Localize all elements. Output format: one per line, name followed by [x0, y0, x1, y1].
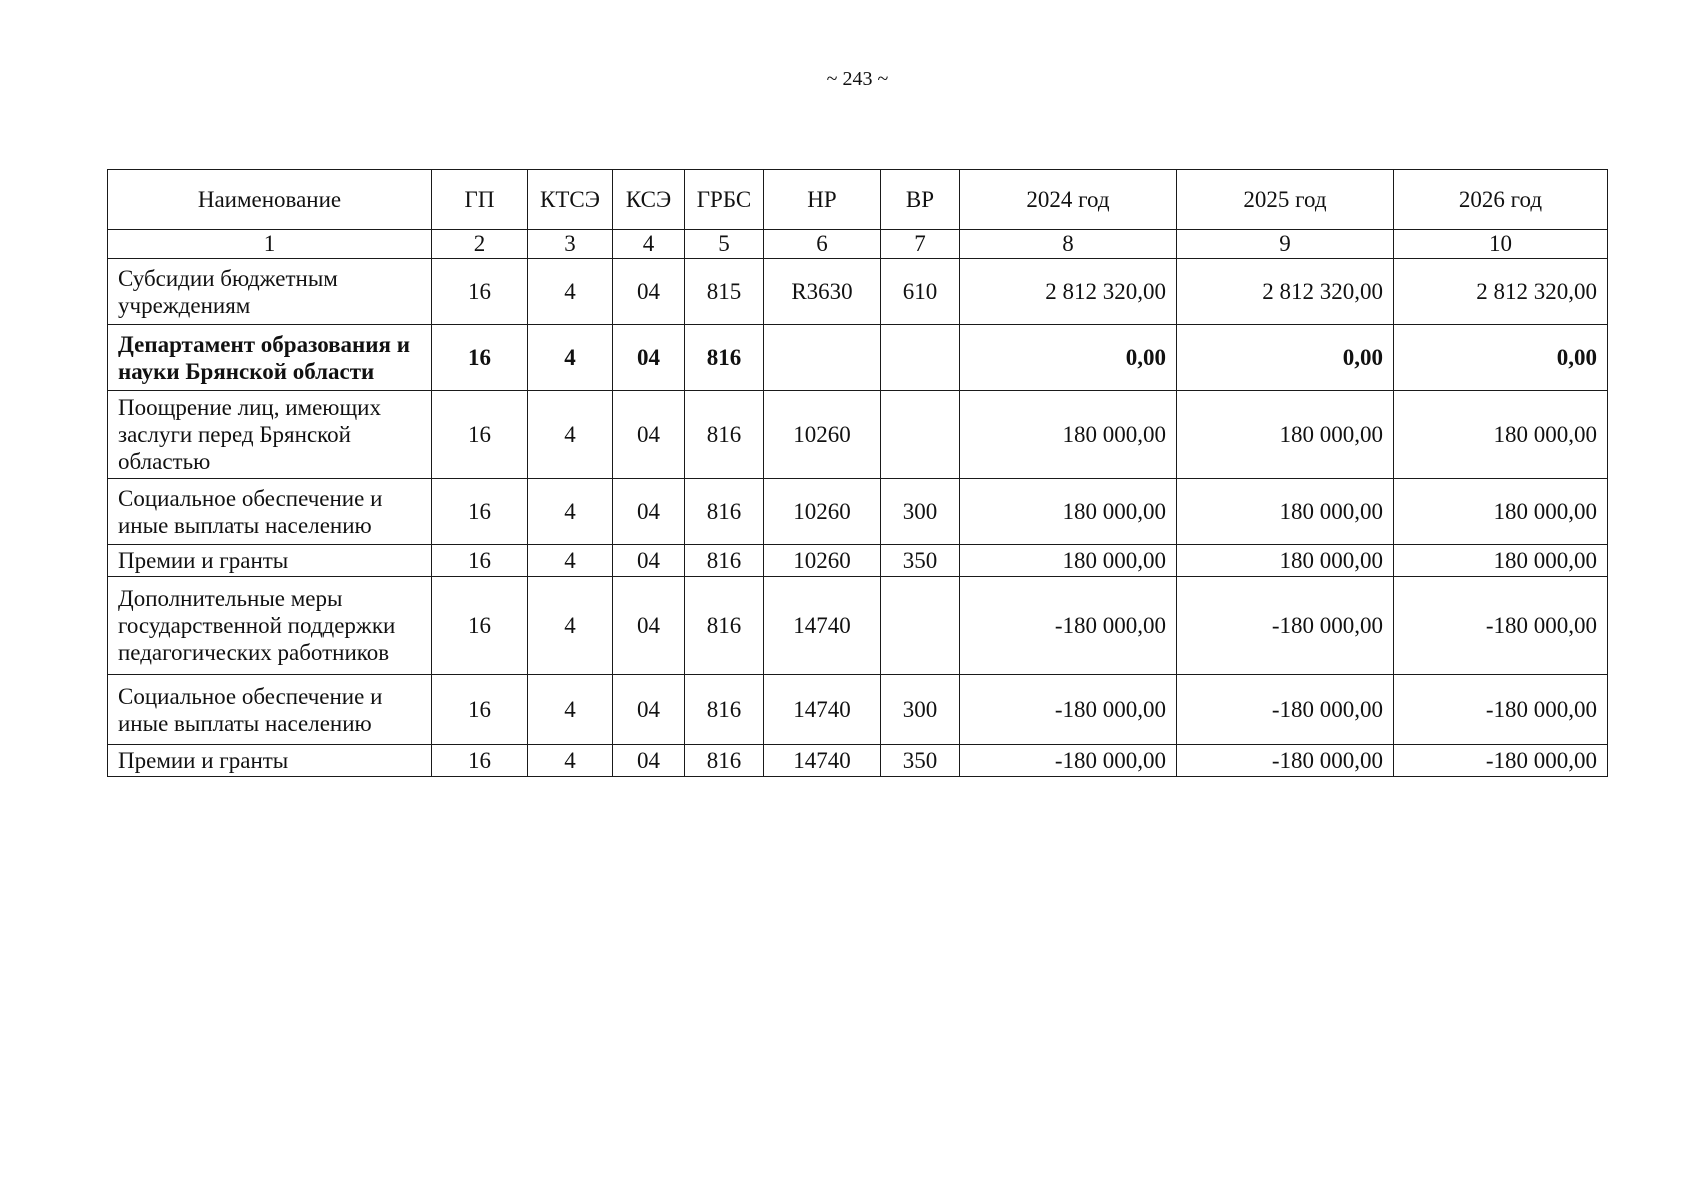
header-2024: 2024 год — [960, 170, 1177, 230]
cell-2025: 0,00 — [1177, 325, 1394, 391]
row-name: Департамент образования и науки Брянской области — [108, 325, 432, 391]
column-number: 7 — [881, 230, 960, 259]
cell-2026: -180 000,00 — [1394, 577, 1608, 675]
cell-grbs: 816 — [685, 325, 764, 391]
cell-2025: -180 000,00 — [1177, 745, 1394, 777]
column-number: 9 — [1177, 230, 1394, 259]
column-number-row — [108, 230, 1608, 259]
cell-grbs: 816 — [685, 675, 764, 745]
cell-ktse: 4 — [528, 577, 613, 675]
cell-nr: 10260 — [764, 545, 881, 577]
column-number: 2 — [432, 230, 528, 259]
cell-kse: 04 — [613, 391, 685, 479]
cell-gp: 16 — [432, 479, 528, 545]
table-row — [108, 577, 1608, 675]
cell-kse: 04 — [613, 479, 685, 545]
cell-nr: 14740 — [764, 745, 881, 777]
cell-grbs: 815 — [685, 259, 764, 325]
cell-2026: 0,00 — [1394, 325, 1608, 391]
column-number: 10 — [1394, 230, 1608, 259]
cell-2026: 180 000,00 — [1394, 545, 1608, 577]
cell-vr — [881, 577, 960, 675]
cell-gp: 16 — [432, 259, 528, 325]
row-name: Дополнительные меры государственной поддержки педагогических работников — [108, 577, 432, 675]
cell-2024: 180 000,00 — [960, 545, 1177, 577]
header-2025: 2025 год — [1177, 170, 1394, 230]
header-gp: ГП — [432, 170, 528, 230]
cell-gp: 16 — [432, 577, 528, 675]
cell-kse: 04 — [613, 259, 685, 325]
cell-kse: 04 — [613, 577, 685, 675]
cell-2025: 180 000,00 — [1177, 391, 1394, 479]
column-number: 6 — [764, 230, 881, 259]
cell-2026: 180 000,00 — [1394, 479, 1608, 545]
cell-kse: 04 — [613, 545, 685, 577]
cell-vr: 350 — [881, 545, 960, 577]
cell-nr: 10260 — [764, 391, 881, 479]
cell-2026: 2 812 320,00 — [1394, 259, 1608, 325]
column-number: 5 — [685, 230, 764, 259]
column-number: 1 — [108, 230, 432, 259]
table-row — [108, 745, 1608, 777]
cell-2026: -180 000,00 — [1394, 745, 1608, 777]
cell-ktse: 4 — [528, 675, 613, 745]
cell-vr: 610 — [881, 259, 960, 325]
cell-2024: -180 000,00 — [960, 675, 1177, 745]
column-number: 4 — [613, 230, 685, 259]
cell-2026: 180 000,00 — [1394, 391, 1608, 479]
header-nr: НР — [764, 170, 881, 230]
table-row — [108, 325, 1608, 391]
table-row — [108, 259, 1608, 325]
column-number: 3 — [528, 230, 613, 259]
cell-2025: 180 000,00 — [1177, 479, 1394, 545]
cell-grbs: 816 — [685, 545, 764, 577]
header-vr: ВР — [881, 170, 960, 230]
cell-2024: -180 000,00 — [960, 745, 1177, 777]
cell-vr: 350 — [881, 745, 960, 777]
header-ktse: КТСЭ — [528, 170, 613, 230]
cell-gp: 16 — [432, 325, 528, 391]
cell-2025: -180 000,00 — [1177, 577, 1394, 675]
cell-2025: 180 000,00 — [1177, 545, 1394, 577]
cell-gp: 16 — [432, 391, 528, 479]
cell-gp: 16 — [432, 745, 528, 777]
column-number: 8 — [960, 230, 1177, 259]
cell-2025: -180 000,00 — [1177, 675, 1394, 745]
cell-2024: 0,00 — [960, 325, 1177, 391]
cell-vr: 300 — [881, 479, 960, 545]
header-2026: 2026 год — [1394, 170, 1608, 230]
cell-nr: 14740 — [764, 577, 881, 675]
cell-vr — [881, 391, 960, 479]
cell-2024: 180 000,00 — [960, 391, 1177, 479]
cell-vr: 300 — [881, 675, 960, 745]
row-name: Поощрение лиц, имеющих заслуги перед Брянской областью — [108, 391, 432, 479]
cell-grbs: 816 — [685, 479, 764, 545]
cell-grbs: 816 — [685, 391, 764, 479]
header-kse: КСЭ — [613, 170, 685, 230]
cell-kse: 04 — [613, 325, 685, 391]
header-grbs: ГРБС — [685, 170, 764, 230]
table-body — [108, 259, 1608, 777]
header-name: Наименование — [108, 170, 432, 230]
cell-nr: R3630 — [764, 259, 881, 325]
page-number: ~ 243 ~ — [826, 68, 889, 90]
cell-2026: -180 000,00 — [1394, 675, 1608, 745]
cell-ktse: 4 — [528, 391, 613, 479]
cell-ktse: 4 — [528, 745, 613, 777]
cell-grbs: 816 — [685, 745, 764, 777]
cell-gp: 16 — [432, 675, 528, 745]
cell-2025: 2 812 320,00 — [1177, 259, 1394, 325]
cell-gp: 16 — [432, 545, 528, 577]
cell-ktse: 4 — [528, 325, 613, 391]
table-row — [108, 545, 1608, 577]
cell-ktse: 4 — [528, 545, 613, 577]
cell-2024: 180 000,00 — [960, 479, 1177, 545]
budget-table — [107, 169, 1608, 777]
row-name: Субсидии бюджетным учреждениям — [108, 259, 432, 325]
row-name: Премии и гранты — [108, 545, 432, 577]
table-row — [108, 391, 1608, 479]
cell-ktse: 4 — [528, 259, 613, 325]
cell-kse: 04 — [613, 745, 685, 777]
table-row — [108, 675, 1608, 745]
cell-2024: -180 000,00 — [960, 577, 1177, 675]
cell-2024: 2 812 320,00 — [960, 259, 1177, 325]
row-name: Социальное обеспечение и иные выплаты населению — [108, 479, 432, 545]
cell-kse: 04 — [613, 675, 685, 745]
cell-grbs: 816 — [685, 577, 764, 675]
row-name: Премии и гранты — [108, 745, 432, 777]
cell-vr — [881, 325, 960, 391]
table-row — [108, 479, 1608, 545]
cell-nr — [764, 325, 881, 391]
row-name: Социальное обеспечение и иные выплаты населению — [108, 675, 432, 745]
cell-nr: 14740 — [764, 675, 881, 745]
table-header-row — [108, 170, 1608, 230]
cell-ktse: 4 — [528, 479, 613, 545]
cell-nr: 10260 — [764, 479, 881, 545]
